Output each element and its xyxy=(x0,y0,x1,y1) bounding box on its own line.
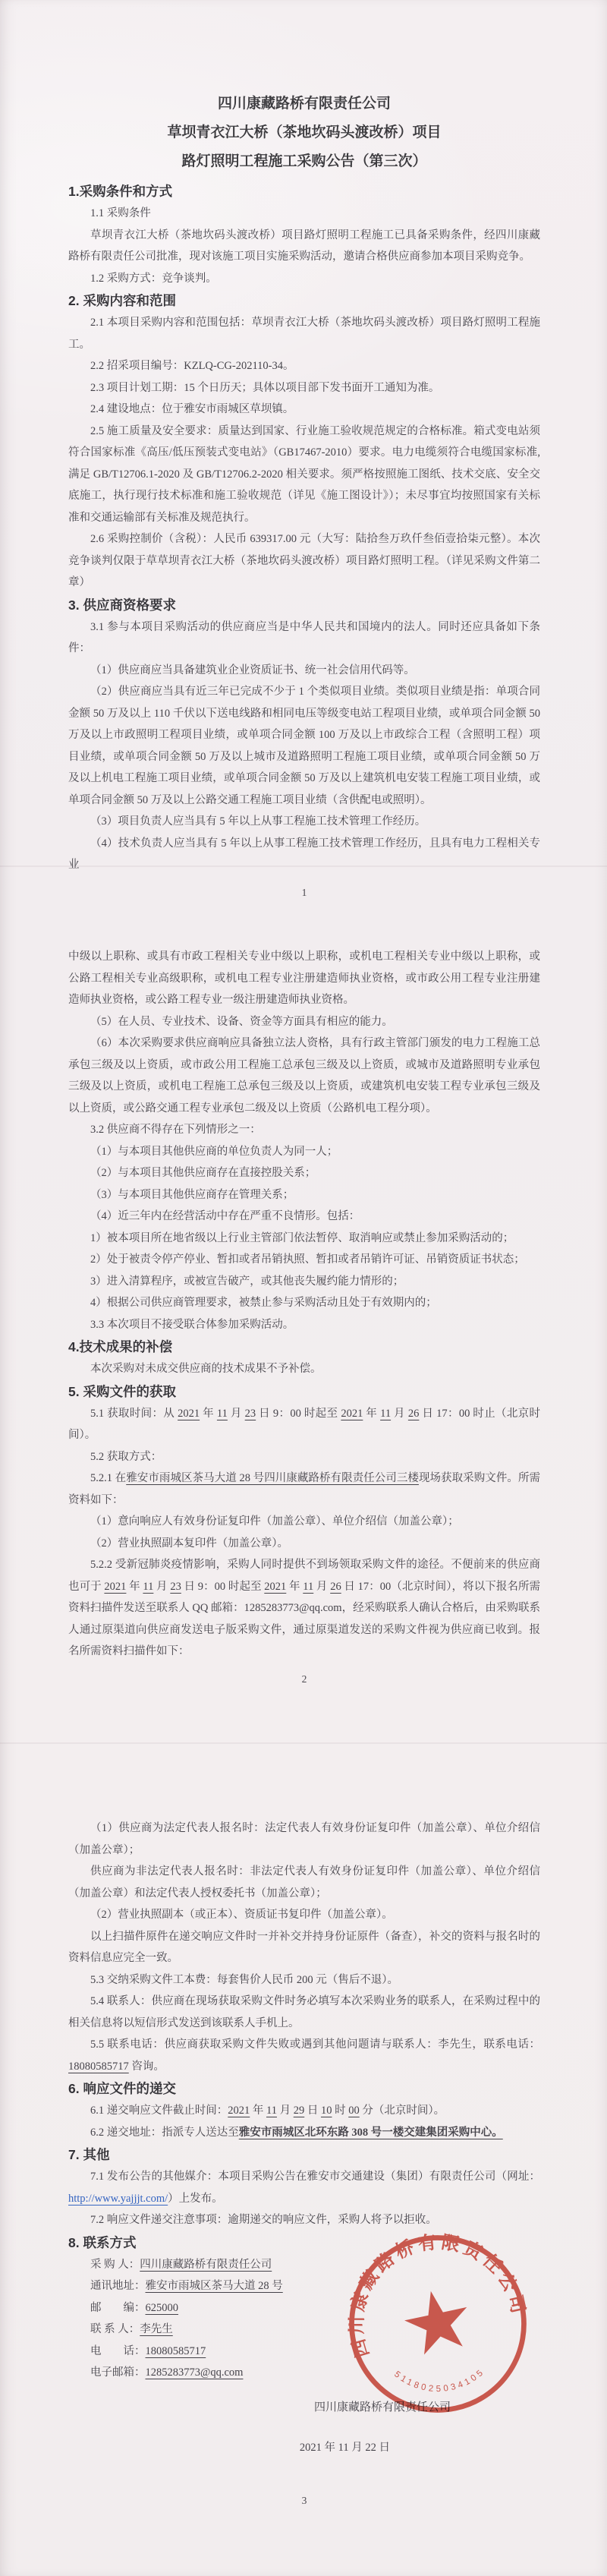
section-2-heading xyxy=(68,289,540,312)
text-segment: 电 话： xyxy=(90,2344,146,2357)
clause-3-1-item-5 xyxy=(68,1011,540,1033)
clause-signup-item-1b xyxy=(68,1861,540,1904)
clause-3-1-item-4 xyxy=(68,833,540,876)
clause-3-2-item-4 xyxy=(68,1206,540,1228)
text-segment: （3）与本项目其他供应商存在管理关系； xyxy=(90,1188,294,1201)
text-segment: （2）与本项目其他供应商存在直接控股关系； xyxy=(90,1167,316,1179)
clause-1-2 xyxy=(68,268,540,290)
text-segment: （6）本次采购要求供应商响应具备独立法人资格，具有行政主管部门颁发的电力工程施工总承包三级及以上资质，或市政公用工程施工总承包三级及以上资质，或城市及道路照明专业承包三级及以上资质，或机电工程施工总承包三级及以上资质，或建筑机电安装工程专业承包三级及以上资质，或公路交通工程专业承包二级及以上资质（公路机电工程分项）。 xyxy=(68,1037,540,1115)
text-segment: 23 xyxy=(244,1407,256,1420)
text-segment: 3. 供应商资格要求 xyxy=(68,597,176,613)
text-segment: 2.2 招采项目编号：KZLQ-CG-202110-34。 xyxy=(90,360,294,372)
clause-3-2-item-3 xyxy=(68,1184,540,1206)
text-segment: 2. 采购内容和范围 xyxy=(68,293,176,308)
text-segment: 四川康藏路桥有限责任公司 xyxy=(140,2258,272,2271)
text-segment: 草坝青衣江大桥（茶地坎码头渡改桥）项目路灯照明工程施工已具备采购条件，经四川康藏路桥有限责任公司批准，现对该施工项目实施采购活动，邀请合格供应商参加本项目采购竞争。 xyxy=(68,229,540,263)
text-segment: ）上发布。 xyxy=(168,2192,223,2205)
text-segment: 现场获取采购文件。所需资料如下： xyxy=(68,1472,540,1506)
section-3-heading xyxy=(68,594,540,616)
text-segment: 咨询。 xyxy=(128,2060,165,2073)
text-segment: 11 xyxy=(303,1580,314,1593)
text-segment: （1）意向响应人有效身份证复印件（加盖公章）、单位介绍信（加盖公章）； xyxy=(90,1515,459,1528)
clause-5-2-1 xyxy=(68,1468,540,1511)
clause-3-2-item-1 xyxy=(68,1141,540,1163)
text-segment: 1.2 采购方式：竞争谈判。 xyxy=(90,272,217,285)
text-segment: 5. 采购文件的获取 xyxy=(68,1383,176,1399)
text-segment: 1）被本项目所在地省级以上行业主管部门依法暂停、取消响应或禁止参加采购活动的； xyxy=(90,1231,514,1244)
text-segment: 11 xyxy=(380,1407,392,1420)
clause-6-1 xyxy=(68,2100,540,2122)
page-number: 3 xyxy=(301,2494,307,2506)
clause-3-2-subitem-4 xyxy=(68,1292,540,1314)
text-segment: 2.6 采购控制价（含税）：人民币 639317.00 元（大写：陆拾叁万玖仟叁佰壹拾柒元整）。本次竞争谈判仅限于草草坝青衣江大桥（茶地坎码头渡改桥）项目路灯照明工程。（详见采购文件第二章） xyxy=(68,533,540,588)
text-segment: 年 xyxy=(363,1407,381,1420)
text-segment: 2021 xyxy=(264,1580,287,1593)
text-segment: 月 xyxy=(276,2105,294,2117)
text-segment: 2.4 建设地点：位于雅安市雨城区草坝镇。 xyxy=(90,403,294,415)
text-segment: 邮 编： xyxy=(90,2301,146,2314)
text-segment: 29 xyxy=(293,2105,305,2117)
text-segment: （2）供应商应当具有近三年已完成不少于 1 个类似项目业绩。类似项目业绩是指：单项合同金额 50 万及以上 110 千伏以下送电线路和相同电压等级变电站工程项目业绩，或单项合同金额 50 万及以上市政照明工程项目业绩，或单项合同金额 100 万及以上市政综合工程（含照明工程）项目业绩，或单项合同金额 50 万及以上城市及道路照明工程施工项目业绩，或单项合同金额 50 万及以上机电工程施工项目业绩，或单项合同金额 50 万及以上建筑机电安装工程施工项目业绩，或单项合同金额 50 万及以上公路交通工程施工项目业绩（含供配电或照明）。 xyxy=(68,686,540,806)
clause-4-body xyxy=(68,1358,540,1380)
company-seal-stamp xyxy=(326,2212,551,2437)
text-segment: 26 xyxy=(407,1407,420,1420)
page-number: 1 xyxy=(301,886,307,898)
text-segment: 日 9：00 时起至 xyxy=(256,1407,341,1420)
text-segment: 李先生 xyxy=(140,2323,173,2335)
clause-5-3 xyxy=(68,1969,540,1991)
text-segment: 日 17：00（北京时间），将以下报名所需资料扫描件发送至联系人 QQ 邮箱：1285283773@qq.com，经采购联系人确认合格后，由采购联系人通过原渠道向供应商发送电子版采购文件，通过原渠道发送的采购文件视为供应商已收到。报名所需资料扫描件如下： xyxy=(68,1580,541,1657)
clause-2-3 xyxy=(68,377,540,399)
clause-signup-note xyxy=(68,1926,540,1969)
clause-3-1-item-1 xyxy=(68,660,540,682)
text-segment: 雅安市雨城区北环东路 308 号一楼交建集团采购中心。 xyxy=(238,2126,503,2139)
text-segment: 日 xyxy=(304,2105,321,2117)
text-segment: 日 17：00 时止（北京时间）。 xyxy=(68,1407,541,1441)
clause-5-5 xyxy=(68,2034,540,2077)
text-segment: 电子邮箱： xyxy=(90,2366,146,2379)
clause-3-1-item-2 xyxy=(68,681,540,811)
text-segment: （4）近三年内在经营活动中存在严重不良情形。包括： xyxy=(90,1210,360,1222)
text-segment: （1）与本项目其他供应商的单位负责人为同一人； xyxy=(90,1145,338,1158)
text-segment: 4.技术成果的补偿 xyxy=(68,1339,173,1354)
text-segment: 月 xyxy=(153,1580,171,1593)
clause-3-1 xyxy=(68,616,540,660)
text-segment: 2.1 本项目采购内容和范围包括：草坝青衣江大桥（茶地坎码头渡改桥）项目路灯照明工程施工。 xyxy=(68,317,540,351)
section-4-heading xyxy=(68,1335,540,1358)
title-line-company: 四川康藏路桥有限责任公司 xyxy=(217,96,391,112)
clause-3-1-item-6 xyxy=(68,1033,540,1119)
section-7-heading xyxy=(68,2143,540,2166)
text-segment: （1）供应商应当具备建筑业企业资质证书、统一社会信用代码等。 xyxy=(90,664,415,676)
text-segment: 11 xyxy=(266,2105,277,2117)
text-segment: 5.3 交纳采购文件工本费：每套售价人民币 200 元（售后不退）。 xyxy=(90,1973,398,1986)
text-segment: （5）在人员、专业技术、设备、资金等方面具有相应的能力。 xyxy=(90,1015,393,1028)
clause-2-2 xyxy=(68,355,540,377)
text-segment: 月 xyxy=(227,1407,245,1420)
text-segment: 1285283773@qq.com xyxy=(145,2366,244,2379)
text-segment: 5.2.1 在 xyxy=(90,1472,127,1484)
clause-3-2-subitem-3 xyxy=(68,1271,540,1293)
clause-5-4 xyxy=(68,1991,540,2034)
text-segment: 26 xyxy=(330,1580,341,1593)
text-segment: 年 xyxy=(126,1580,143,1593)
text-segment: 2）处于被责令停产停业、暂扣或者吊销执照、暂扣或者吊销许可证、吊销资质证书状态； xyxy=(90,1253,525,1266)
section-1-heading xyxy=(68,180,540,203)
text-segment: 4）根据公司供应商管理要求，被禁止参与采购活动且处于有效期内的； xyxy=(90,1297,437,1309)
clause-5-1 xyxy=(68,1403,540,1446)
text-segment: （3）项目负责人应当具有 5 年以上从事工程施工技术管理工作经历。 xyxy=(90,815,426,828)
text-segment: 3）进入清算程序，或被宣告破产，或其他丧失履约能力情形的； xyxy=(90,1275,404,1288)
text-segment: 联 系 人： xyxy=(90,2323,140,2335)
text-segment: 00 xyxy=(348,2105,360,2117)
text-segment: 6. 响应文件的递交 xyxy=(68,2081,176,2096)
section-6-heading xyxy=(68,2077,540,2100)
text-segment: 以上扫描件原件在递交响应文件时一并补交并持身份证原件（备查），补交的资料与报名时的资料信息应完全一致。 xyxy=(68,1930,540,1964)
page-1 xyxy=(68,90,540,899)
text-segment: 雅安市雨城区茶马大道 28 号 xyxy=(145,2280,283,2292)
page-break-crease-2 xyxy=(0,1742,607,1744)
text-segment: 7.1 发布公告的其他媒介：本项目采购公告在雅安市交通建设（集团）有限责任公司（网址： xyxy=(90,2171,540,2183)
seal-star-icon xyxy=(400,2284,475,2357)
page-blocks xyxy=(68,180,540,876)
clause-2-6 xyxy=(68,528,540,594)
text-segment: 5.2.2 受新冠肺炎疫情影响，采购人同时提供不到场领取采购文件的途径。不便前来的供应商也可于 xyxy=(68,1559,540,1593)
text-segment: 中级以上职称、或具有市政工程相关专业中级以上职称，或机电工程相关专业中级以上职称，或公路工程相关专业高级职称，或机电工程专业注册建造师执业资格，或市政公用工程专业注册建造师执业资格，或公路工程专业一级注册建造师执业资格。 xyxy=(68,951,540,1006)
text-segment: 5.1 获取时间：从 xyxy=(90,1407,178,1420)
text-segment: 3.3 本次项目不接受联合体参加采购活动。 xyxy=(90,1318,294,1331)
text-segment: 5.4 联系人：供应商在现场获取采购文件时务必填写本次采购业务的联系人，在采购过程中的相关信息将以短信形式发送到该联系人手机上。 xyxy=(68,1995,540,2029)
text-segment: 11 xyxy=(143,1580,154,1593)
text-segment: 月 xyxy=(391,1407,408,1420)
text-segment: 10 xyxy=(320,2105,332,2117)
text-segment: 2021 xyxy=(341,1407,363,1420)
clause-5-2-2 xyxy=(68,1554,540,1663)
clause-5-2-1-item-1 xyxy=(68,1511,540,1533)
text-segment: 通讯地址： xyxy=(90,2280,146,2292)
clause-3-2 xyxy=(68,1119,540,1141)
text-segment: 6.1 递交响应文件截止时间： xyxy=(90,2105,228,2117)
text-segment: 11 xyxy=(216,1407,228,1420)
clause-2-4 xyxy=(68,399,540,421)
text-segment: 8. 联系方式 xyxy=(68,2234,137,2250)
text-segment: 供应商为非法定代表人报名时：非法定代表人有效身份证复印件（加盖公章）、单位介绍信（加盖公章）和法定代表人授权委托书（加盖公章）； xyxy=(68,1865,540,1900)
clause-signup-item-1 xyxy=(68,1818,540,1861)
seal-ring-text: 四川康藏路桥有限责任公司 xyxy=(346,2231,530,2360)
text-segment: 采 购 人： xyxy=(90,2258,140,2271)
text-segment: 雅安市雨城区茶马大道 28 号四川康藏路桥有限责任公司三楼 xyxy=(126,1472,419,1484)
announcement-url-link[interactable]: http://www.yajjjt.com/ xyxy=(68,2192,168,2205)
text-segment: 2021 xyxy=(178,1407,200,1420)
seal-code-text: 5118025034105 xyxy=(392,2366,487,2395)
section-5-heading xyxy=(68,1380,540,1403)
text-segment: 2021 xyxy=(228,2105,250,2117)
text-segment: 日 9：00 时起至 xyxy=(181,1580,265,1593)
clause-3-2-subitem-1 xyxy=(68,1228,540,1250)
text-segment: 18080585717 xyxy=(68,2060,129,2073)
text-segment: 2.5 施工质量及安全要求：质量达到国家、行业施工验收规范规定的合格标准。箱式变电站须符合国家标准《高压/低压预装式变电站》（GB17467-2010）要求。电力电缆须符合电缆国家标准,满足 GB/T12706.1-2020 及 GB/T12706.2-2020 相关要求。须严格按照施工图纸、技术交底、安全交底施工，执行现行技术标准和施工验收规范（详见《施工图设计》）；未尽事宜均按照国家有关标准和交通运输部有关标准及规范执行。 xyxy=(68,424,540,524)
clause-signup-item-2 xyxy=(68,1904,540,1926)
svg-text:5118025034105 xyxy=(392,2352,489,2404)
signature-company: 四川康藏路桥有限责任公司 xyxy=(313,2401,451,2414)
clause-3-1-item-4-continued xyxy=(68,946,540,1011)
text-segment: 2.3 项目计划工期：15 个日历天；具体以项目部下发书面开工通知为准。 xyxy=(90,381,440,394)
text-segment: 年 xyxy=(250,2105,266,2117)
text-segment: 2021 xyxy=(104,1580,127,1593)
text-segment: 1.采购条件和方式 xyxy=(68,184,173,199)
clause-3-2-subitem-2 xyxy=(68,1249,540,1271)
page-blocks xyxy=(68,946,540,1663)
clause-2-1 xyxy=(68,312,540,355)
clause-5-2-1-item-2 xyxy=(68,1533,540,1555)
text-segment: 3.2 供应商不得存在下列情形之一： xyxy=(90,1124,261,1136)
text-segment: 5.5 联系电话：供应商获取采购文件失败或遇到其他问题请与联系人：李先生，联系电话： xyxy=(90,2038,540,2051)
text-segment: 月 xyxy=(313,1580,331,1593)
text-segment: 7.2 响应文件递交注意事项：逾期递交的响应文件，采购人将予以拒收。 xyxy=(90,2214,437,2226)
text-segment: （1）供应商为法定代表人报名时：法定代表人有效身份证复印件（加盖公章）、单位介绍信（加盖公章）； xyxy=(68,1822,540,1856)
text-segment: 625000 xyxy=(145,2301,178,2314)
text-segment: 5.2 获取方式： xyxy=(90,1450,162,1463)
clause-2-5 xyxy=(68,421,540,529)
text-segment: 6.2 递交地址：指派专人送达至 xyxy=(90,2126,239,2139)
text-segment: 18080585717 xyxy=(145,2344,206,2357)
text-segment: 1.1 采购条件 xyxy=(90,207,151,219)
text-segment: （4）技术负责人应当具有 5 年以上从事工程施工技术管理工作经历，且具有电力工程相关专业 xyxy=(68,837,540,871)
text-segment: 分（北京时间）。 xyxy=(359,2105,445,2117)
title-line-announcement: 路灯照明工程施工采购公告（第三次） xyxy=(181,153,427,169)
signature-date: 2021 年 11 月 22 日 xyxy=(299,2441,390,2454)
text-segment: 年 xyxy=(200,1407,217,1420)
clause-3-3 xyxy=(68,1314,540,1336)
text-segment: 本次采购对未成交供应商的技术成果不予补偿。 xyxy=(90,1363,322,1375)
clause-7-1 xyxy=(68,2166,540,2209)
text-segment: （2）营业执照副本（或正本）、资质证书复印件（加盖公章）。 xyxy=(90,1909,393,1921)
clause-5-2 xyxy=(68,1446,540,1468)
page-2 xyxy=(68,946,540,1685)
text-segment: 时 xyxy=(332,2105,349,2117)
clause-6-2 xyxy=(68,2122,540,2144)
clause-1-1-body xyxy=(68,225,540,268)
page-number: 2 xyxy=(301,1673,307,1685)
text-segment: （2）营业执照副本复印件（加盖公章）。 xyxy=(90,1537,288,1550)
document-title xyxy=(68,90,540,176)
title-line-project: 草坝青衣江大桥（茶地坎码头渡改桥）项目 xyxy=(167,125,442,140)
clause-3-2-item-2 xyxy=(68,1162,540,1184)
clause-3-1-item-3 xyxy=(68,811,540,833)
text-segment: 23 xyxy=(170,1580,181,1593)
text-segment: 7. 其他 xyxy=(68,2147,110,2162)
clause-1-1 xyxy=(68,203,540,225)
text-segment: 年 xyxy=(286,1580,304,1593)
text-segment: 3.1 参与本项目采购活动的供应商应当是中华人民共和国境内的法人。同时还应具备如下条件： xyxy=(68,620,540,654)
